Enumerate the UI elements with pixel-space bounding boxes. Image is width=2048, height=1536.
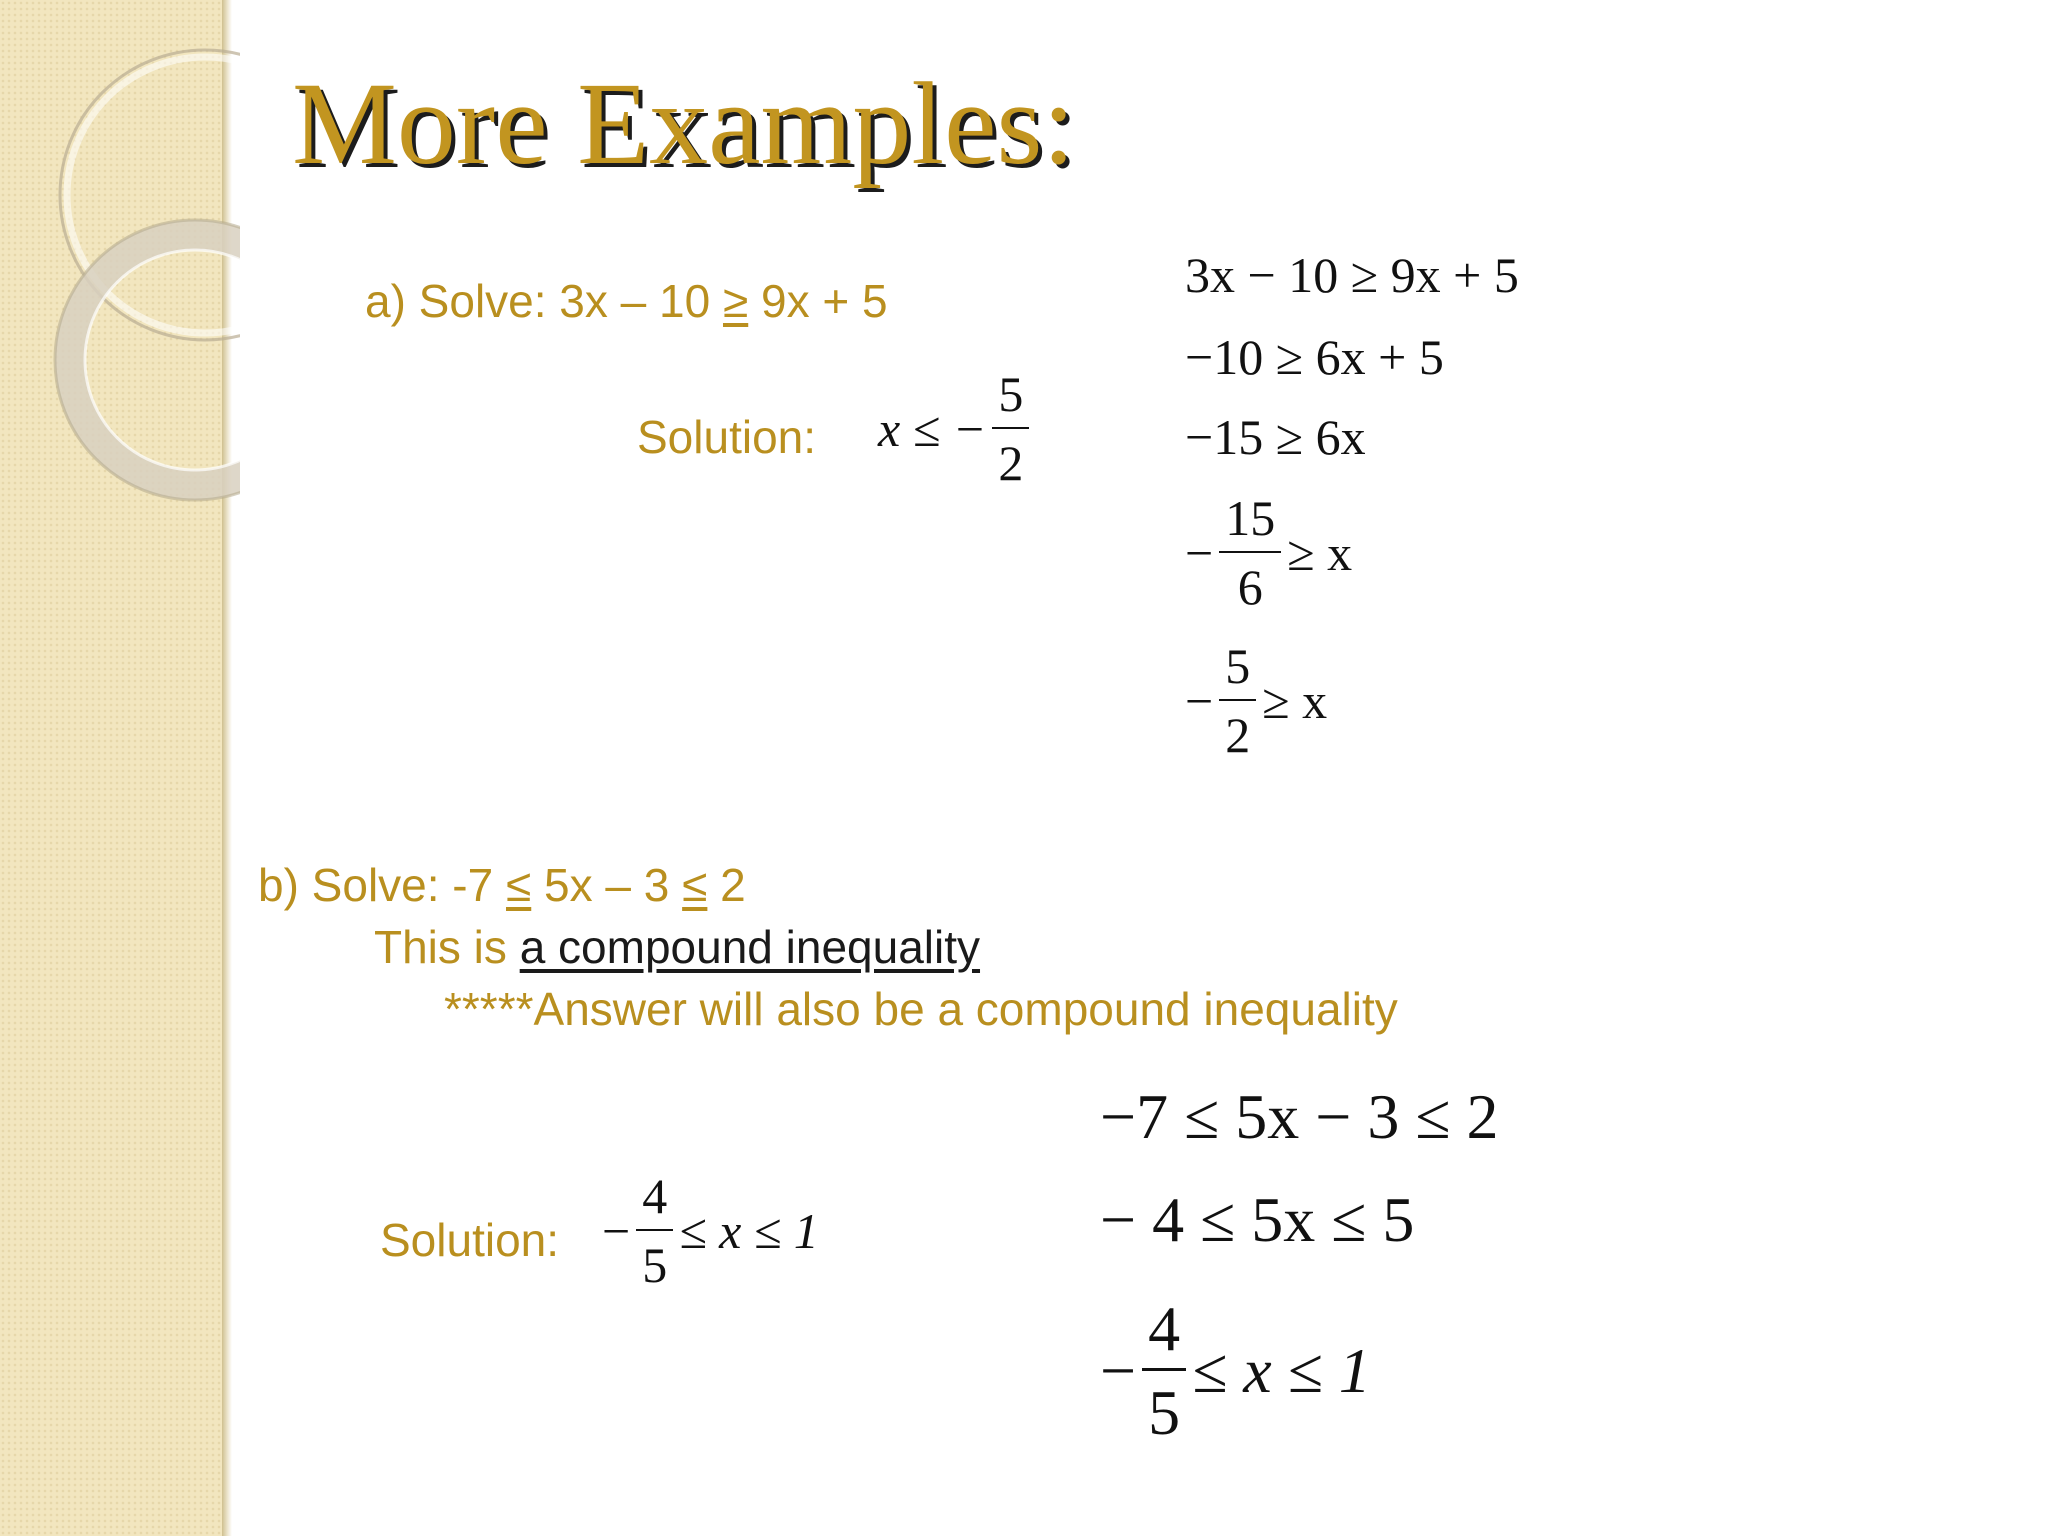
example-b-note-2: *****Answer will also be a compound inequality — [444, 983, 1398, 1035]
example-b-prompt: b) Solve: -7 ≤ 5x – 3 ≤ 2 — [258, 859, 746, 911]
slide-title: More Examples: — [292, 58, 1076, 189]
example-b-step-1: −7 ≤ 5x − 3 ≤ 2 — [1100, 1081, 1499, 1152]
example-a-solution-label: Solution: — [637, 411, 817, 463]
decorative-rings — [0, 0, 240, 520]
example-b-solution-label: Solution: — [380, 1214, 560, 1266]
example-a-solution: x ≤ − $\frac{5}{2}$ — [878, 368, 1035, 489]
example-a-step-5: − $\frac{5}{2}$ ≥ x — [1185, 638, 1328, 763]
example-b-step-2: − 4 ≤ 5x ≤ 5 — [1100, 1184, 1415, 1255]
example-a-step-1: 3x − 10 ≥ 9x + 5 — [1185, 247, 1519, 303]
example-b-solution: − $\frac{4}{5}$ ≤ x ≤ 1 — [602, 1168, 819, 1293]
example-b-note: This is a compound inequality — [374, 921, 981, 973]
example-b-step-3: − $\frac{4}{5}$ ≤ x ≤ 1 — [1100, 1293, 1371, 1449]
example-a-step-4: − $\frac{15}{6}$ ≥ x — [1185, 490, 1353, 615]
example-a-prompt: a) Solve: 3x – 10 ≥ 9x + 5 — [365, 275, 888, 327]
example-a-step-2: −10 ≥ 6x + 5 — [1185, 329, 1444, 385]
example-a-step-3: −15 ≥ 6x — [1185, 409, 1366, 465]
